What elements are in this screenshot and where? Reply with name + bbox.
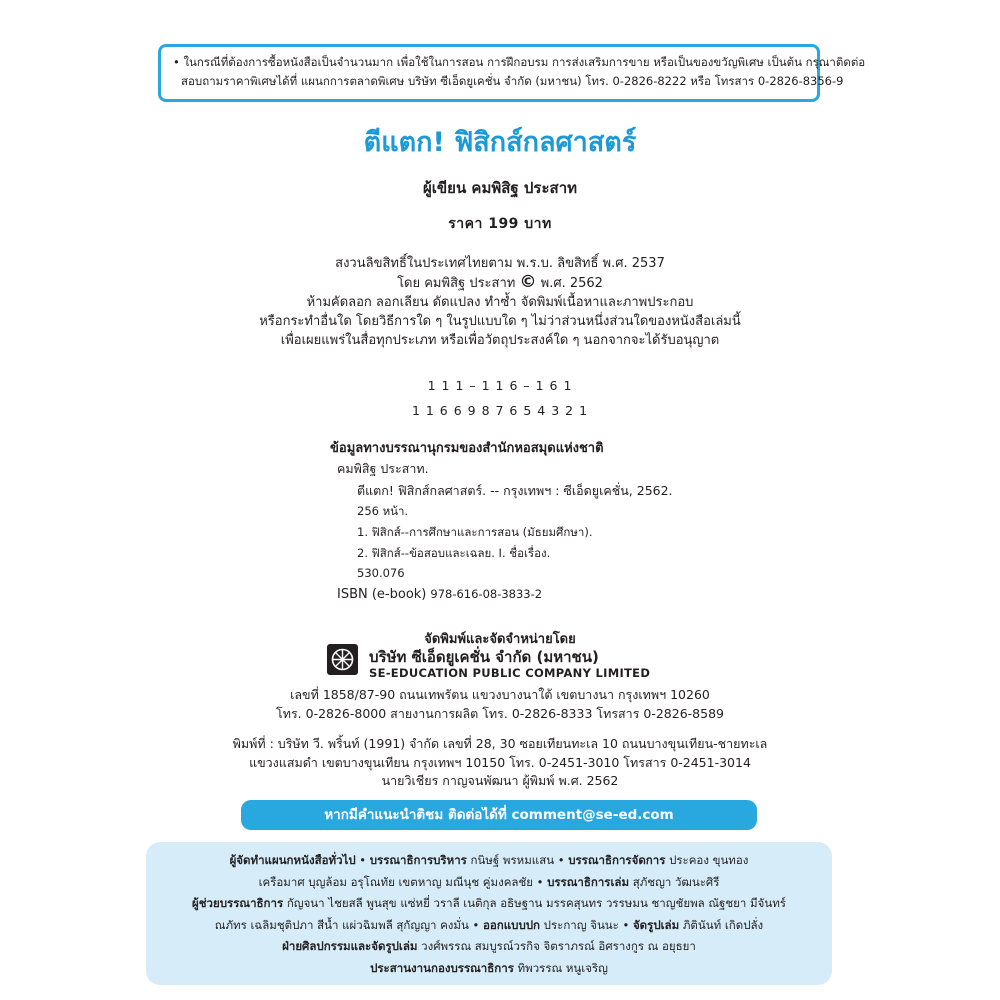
publisher-address-line-1: เลขที่ 1858/87-90 ถนนเทพรัตน แขวงบางนาใต้ เขตบางนา กรุงเทพฯ 10260 [290,687,710,702]
publisher-name-english: SE-EDUCATION PUBLIC COMPANY LIMITED [369,666,651,680]
staff-role-managing-editor: บรรณาธิการจัดการ [568,853,666,867]
staff-names-layout: ภิตินันท์ เกิดปลั่ง [682,917,764,932]
staff-names-editorial-coordinator: ทิพวรรณ หนูเจริญ [517,960,608,975]
feedback-contact-banner: หากมีคำแนะนำติชม ติดต่อได้ที่ comment@se-ed.com [241,800,757,830]
copyright-line-5: เพื่อเผยแพร่ในสื่อทุกประเภท หรือเพื่อวัตถุประสงค์ใด ๆ นอกจากจะได้รับอนุญาต [280,333,720,348]
copyright-symbol: © [519,272,537,292]
staff-role-executive-editor: บรรณาธิการบริหาร [369,853,467,867]
copyright-block [0,254,1000,350]
cip-class-number: 530.076 [357,566,405,580]
copyright-year: พ.ศ. 2562 [540,276,603,291]
staff-row-5 [152,936,826,958]
copyright-line-1: สงวนลิขสิทธิ์ในประเทศไทยตาม พ.ร.บ. ลิขสิทธิ์ พ.ศ. 2537 [335,256,665,271]
staff-names-row-2: เครือมาศ บุญล้อม อรุโณทัย เขตหาญ มณีนุช คู่มงคลชัย • [258,874,544,889]
staff-names-cover-design: ประกาญ จินนะ • [543,917,630,932]
staff-row-4 [152,915,826,937]
cip-author: คมพิสิฐ ประสาท. [337,461,429,476]
staff-row-3 [152,893,826,915]
staff-role-cover-design: ออกแบบปก [482,917,541,932]
print-code-line-1: 1 1 1 – 1 1 6 – 1 6 1 [427,378,573,393]
staff-row-1 [152,850,826,872]
book-title: ตีแตก! ฟิสิกส์กลศาสตร์ [363,127,637,158]
printer-line-3: นายวิเชียร กาญจนพัฒนา ผู้พิมพ์ พ.ศ. 2562 [381,773,619,788]
price-line: ราคา 199 บาท [448,216,552,232]
staff-names-row-4: ณภัทร เฉลิมชุติปภา สีน้ำ แผ่วฉิมพลี สุกัญญา คงมั่น • [214,917,480,932]
staff-names-book-editor: สุภัชญา วัฒนะศิรี [632,874,720,889]
cip-isbn [337,586,542,602]
staff-role-book-editor: บรรณาธิการเล่ม [547,874,630,889]
staff-role-art-department: ฝ่ายศิลปกรรมและจัดรูปเล่ม [282,939,418,953]
printer-block [0,735,1000,791]
se-ed-logo-icon [327,644,358,675]
publisher-address-line-2: โทร. 0-2826-8000 สายงานการผลิต โทร. 0-2826-8333 โทรสาร 0-2826-8589 [276,705,724,721]
publisher-name-thai: บริษัท ซีเอ็ดยูเคชั่น จำกัด (มหาชน) [369,648,599,666]
printer-line-1: พิมพ์ที่ : บริษัท วี. พริ้นท์ (1991) จำกัด เลขที่ 28, 30 ซอยเทียนทะเล 10 ถนนบางขุนเทียน-ชายทะเล [232,736,768,751]
staff-row-6 [152,958,826,980]
staff-names-managing-editor: ประคอง ขุนทอง [669,853,749,867]
special-sales-notice-box [158,44,866,102]
copyright-holder: โดย คมพิสิฐ ประสาท [397,276,516,291]
notice-line-1: • ในกรณีที่ต้องการซื้อหนังสือเป็นจำนวนมาก เพื่อใช้ในการสอน การฝึกอบรม การส่งเสริมการขาย หรือเป็นของขวัญพิเศษ เป็นต้น กรุณาติดต่อ [173,55,866,69]
cip-pages: 256 หน้า. [357,504,409,518]
staff-names-executive-editor: กนิษฐ์ พรหมแสน • [470,853,569,867]
cip-subject-2: 2. ฟิสิกส์--ข้อสอบและเฉลย. I. ชื่อเรื่อง. [357,546,551,560]
staff-role-layout: จัดรูปเล่ม [632,917,680,932]
copyright-line-2 [0,273,1000,293]
cip-subject-1: 1. ฟิสิกส์--การศึกษาและการสอน (มัธยมศึกษา). [357,525,593,539]
cip-heading: ข้อมูลทางบรรณานุกรมของสำนักหอสมุดแห่งชาติ [330,441,604,456]
publisher-address-block [0,686,1000,723]
notice-line-2: สอบถามราคาพิเศษได้ที่ แผนกการตลาดพิเศษ บริษัท ซีเอ็ดยูเคชั่น จำกัด (มหาชน) โทร. 0-2826-8222 หรือ โทรสาร 0-2826-8356-9 [181,74,844,88]
staff-names-art-department: วงศ์พรรณ สมบูรณ์วรกิจ จิตราภรณ์ อิศรางกูร ณ อยุธยา [421,939,696,953]
staff-role-editorial-coordinator: ประสานงานกองบรรณาธิการ [370,960,514,975]
isbn-value: 978-616-08-3833-2 [430,587,543,601]
staff-role-general-books: ผู้จัดทำแผนกหนังสือทั่วไป [229,853,356,867]
cip-title: ตีแตก! ฟิสิกส์กลศาสตร์. -- กรุงเทพฯ : ซีเอ็ดยูเคชั่น, 2562. [357,483,673,498]
staff-row-2 [152,872,826,894]
isbn-label: ISBN (e-book) [337,587,427,602]
copyright-line-3: ห้ามคัดลอก ลอกเลียน ดัดแปลง ทำซ้ำ จัดพิมพ์เนื้อหาและภาพประกอบ [306,295,694,310]
editorial-staff-box [146,842,832,985]
print-code-line-2: 1 1 6 6 9 8 7 6 5 4 3 2 1 [411,403,589,418]
publisher-heading: จัดพิมพ์และจัดจำหน่ายโดย [424,632,576,647]
author-line: ผู้เขียน คมพิสิฐ ประสาท [423,179,577,197]
copyright-line-4: หรือกระทำอื่นใด โดยวิธีการใด ๆ ในรูปแบบใด ๆ ไม่ว่าส่วนหนึ่งส่วนใดของหนังสือเล่มนี้ [259,314,741,329]
printer-line-2: แขวงแสมดำ เขตบางขุนเทียน กรุงเทพฯ 10150 โทร. 0-2451-3010 โทรสาร 0-2451-3014 [249,754,751,770]
staff-separator: • [359,853,370,867]
staff-role-assistant-editors: ผู้ช่วยบรรณาธิการ [192,896,284,910]
staff-names-assistant-editors: กัญจนา ไชยสลี พูนสุข แซ่หยี่ วราลี เนติกุล อธิษฐาน มรรคสุนทร วรรษมน ชาญชัยพล ณัฐชยา มีจันทร์ [286,896,786,910]
